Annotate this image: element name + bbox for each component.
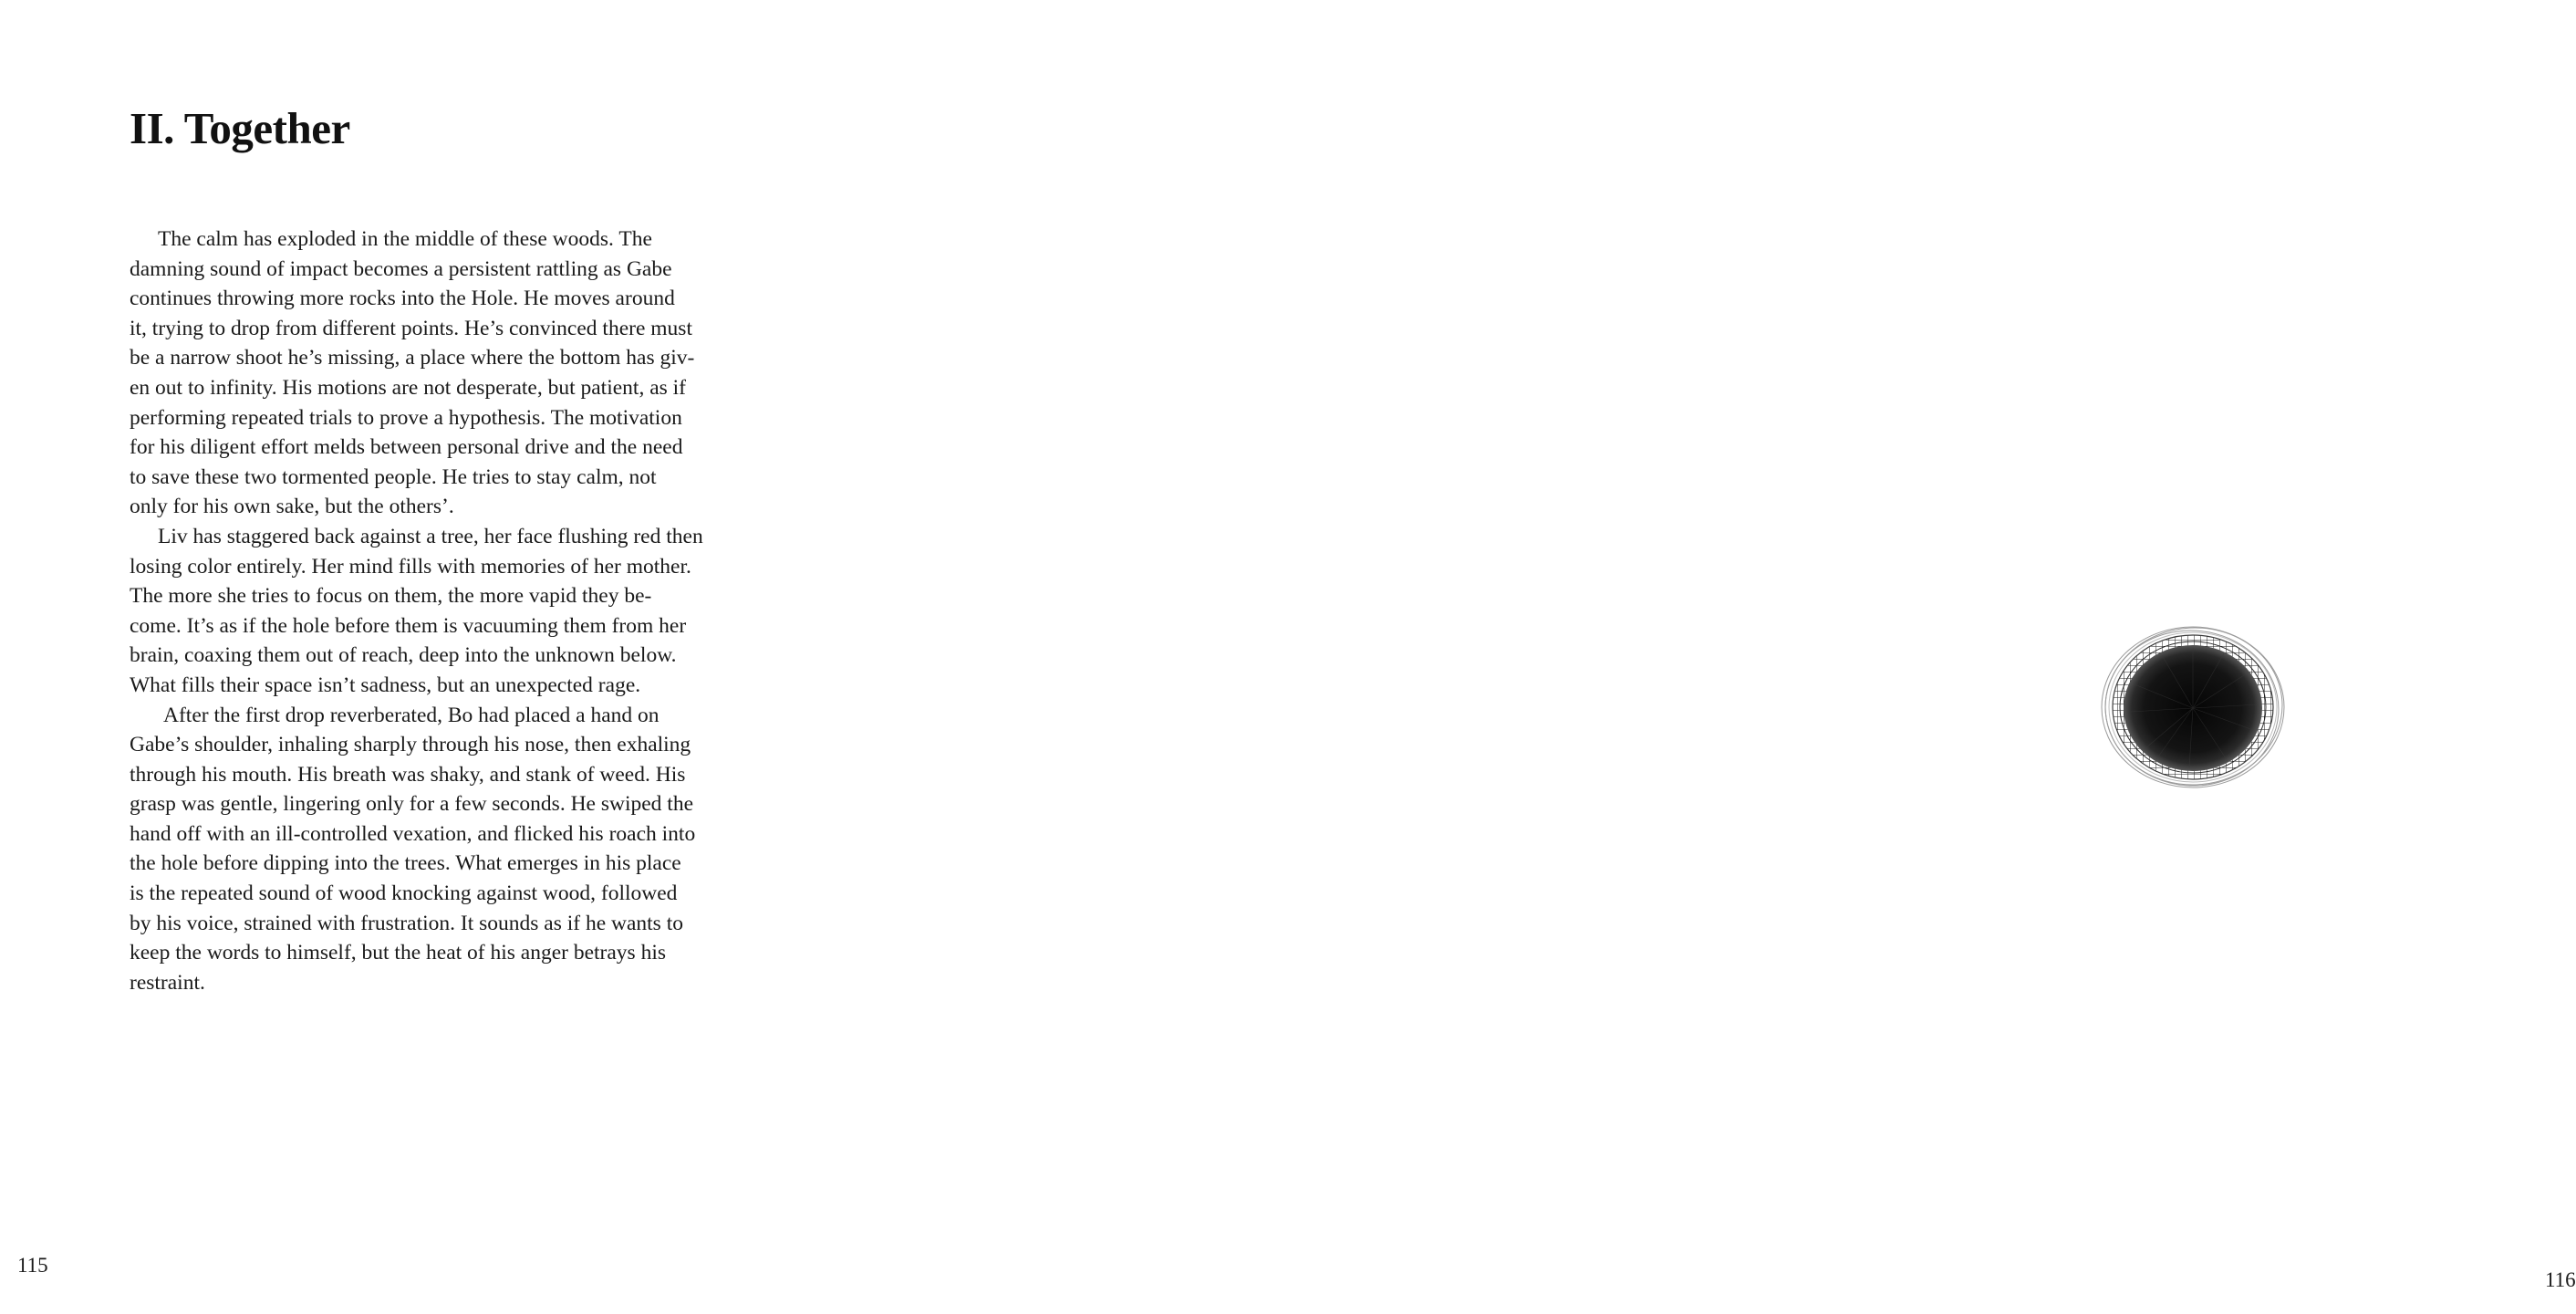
left-page — [0, 0, 876, 1314]
chapter-body — [130, 224, 784, 997]
text-line: brain, coaxing them out of reach, deep into the unknown below. — [130, 643, 677, 668]
paragraph-3 — [130, 701, 784, 998]
text-line: en out to infinity. His motions are not desperate, but patient, as if — [130, 375, 687, 400]
text-line: it, trying to drop from different points. He’s convinced there must — [130, 316, 692, 340]
chapter-title: II. Together — [130, 103, 350, 153]
text-line: Gabe’s shoulder, inhaling sharply through his nose, then exhaling — [130, 733, 691, 757]
right-page — [876, 0, 2576, 1314]
text-line: What fills their space isn’t sadness, but an unexpected rage. — [130, 673, 641, 697]
text-line: damning sound of impact becomes a persistent rattling as Gabe — [130, 256, 672, 281]
text-line: through his mouth. His breath was shaky, and stank of weed. His — [130, 762, 686, 787]
text-line: the hole before dipping into the trees. What emerges in his place — [130, 851, 681, 876]
text-line: keep the words to himself, but the heat of his anger betrays his — [130, 941, 667, 965]
paragraph-2 — [130, 522, 784, 701]
text-line: come. It’s as if the hole before them is vacuuming them from her — [130, 613, 687, 638]
text-line: to save these two tormented people. He tries to stay calm, not — [130, 464, 657, 489]
text-line: After the first drop reverberated, Bo had placed a hand on — [163, 703, 660, 727]
text-line: only for his own sake, but the others’. — [130, 495, 454, 519]
text-line: Liv has staggered back against a tree, her face flushing red then — [158, 524, 703, 548]
text-line: losing color entirely. Her mind fills with memories of her mother. — [130, 554, 691, 579]
text-line: for his diligent effort melds between personal drive and the need — [130, 435, 683, 460]
hole-illustration — [2098, 620, 2291, 794]
text-line: is the repeated sound of wood knocking against wood, followed — [130, 881, 678, 906]
text-line: grasp was gentle, lingering only for a few seconds. He swiped the — [130, 792, 694, 817]
text-line: by his voice, strained with frustration. It sounds as if he wants to — [130, 911, 683, 935]
page-number-left: 115 — [17, 1254, 48, 1277]
text-line: restraint. — [130, 970, 205, 995]
text-line: continues throwing more rocks into the Hole. He moves around — [130, 287, 675, 311]
paragraph-1 — [130, 224, 784, 522]
text-line: The more she tries to focus on them, the more vapid they be- — [130, 584, 652, 609]
page-number-right: 116 — [2545, 1268, 2576, 1291]
text-line: performing repeated trials to prove a hypothesis. The motivation — [130, 405, 682, 430]
text-line: The calm has exploded in the middle of these woods. The — [158, 227, 652, 251]
text-line: hand off with an ill-controlled vexation, and flicked his roach into — [130, 821, 696, 846]
text-line: be a narrow shoot he’s missing, a place where the bottom has giv- — [130, 346, 695, 370]
